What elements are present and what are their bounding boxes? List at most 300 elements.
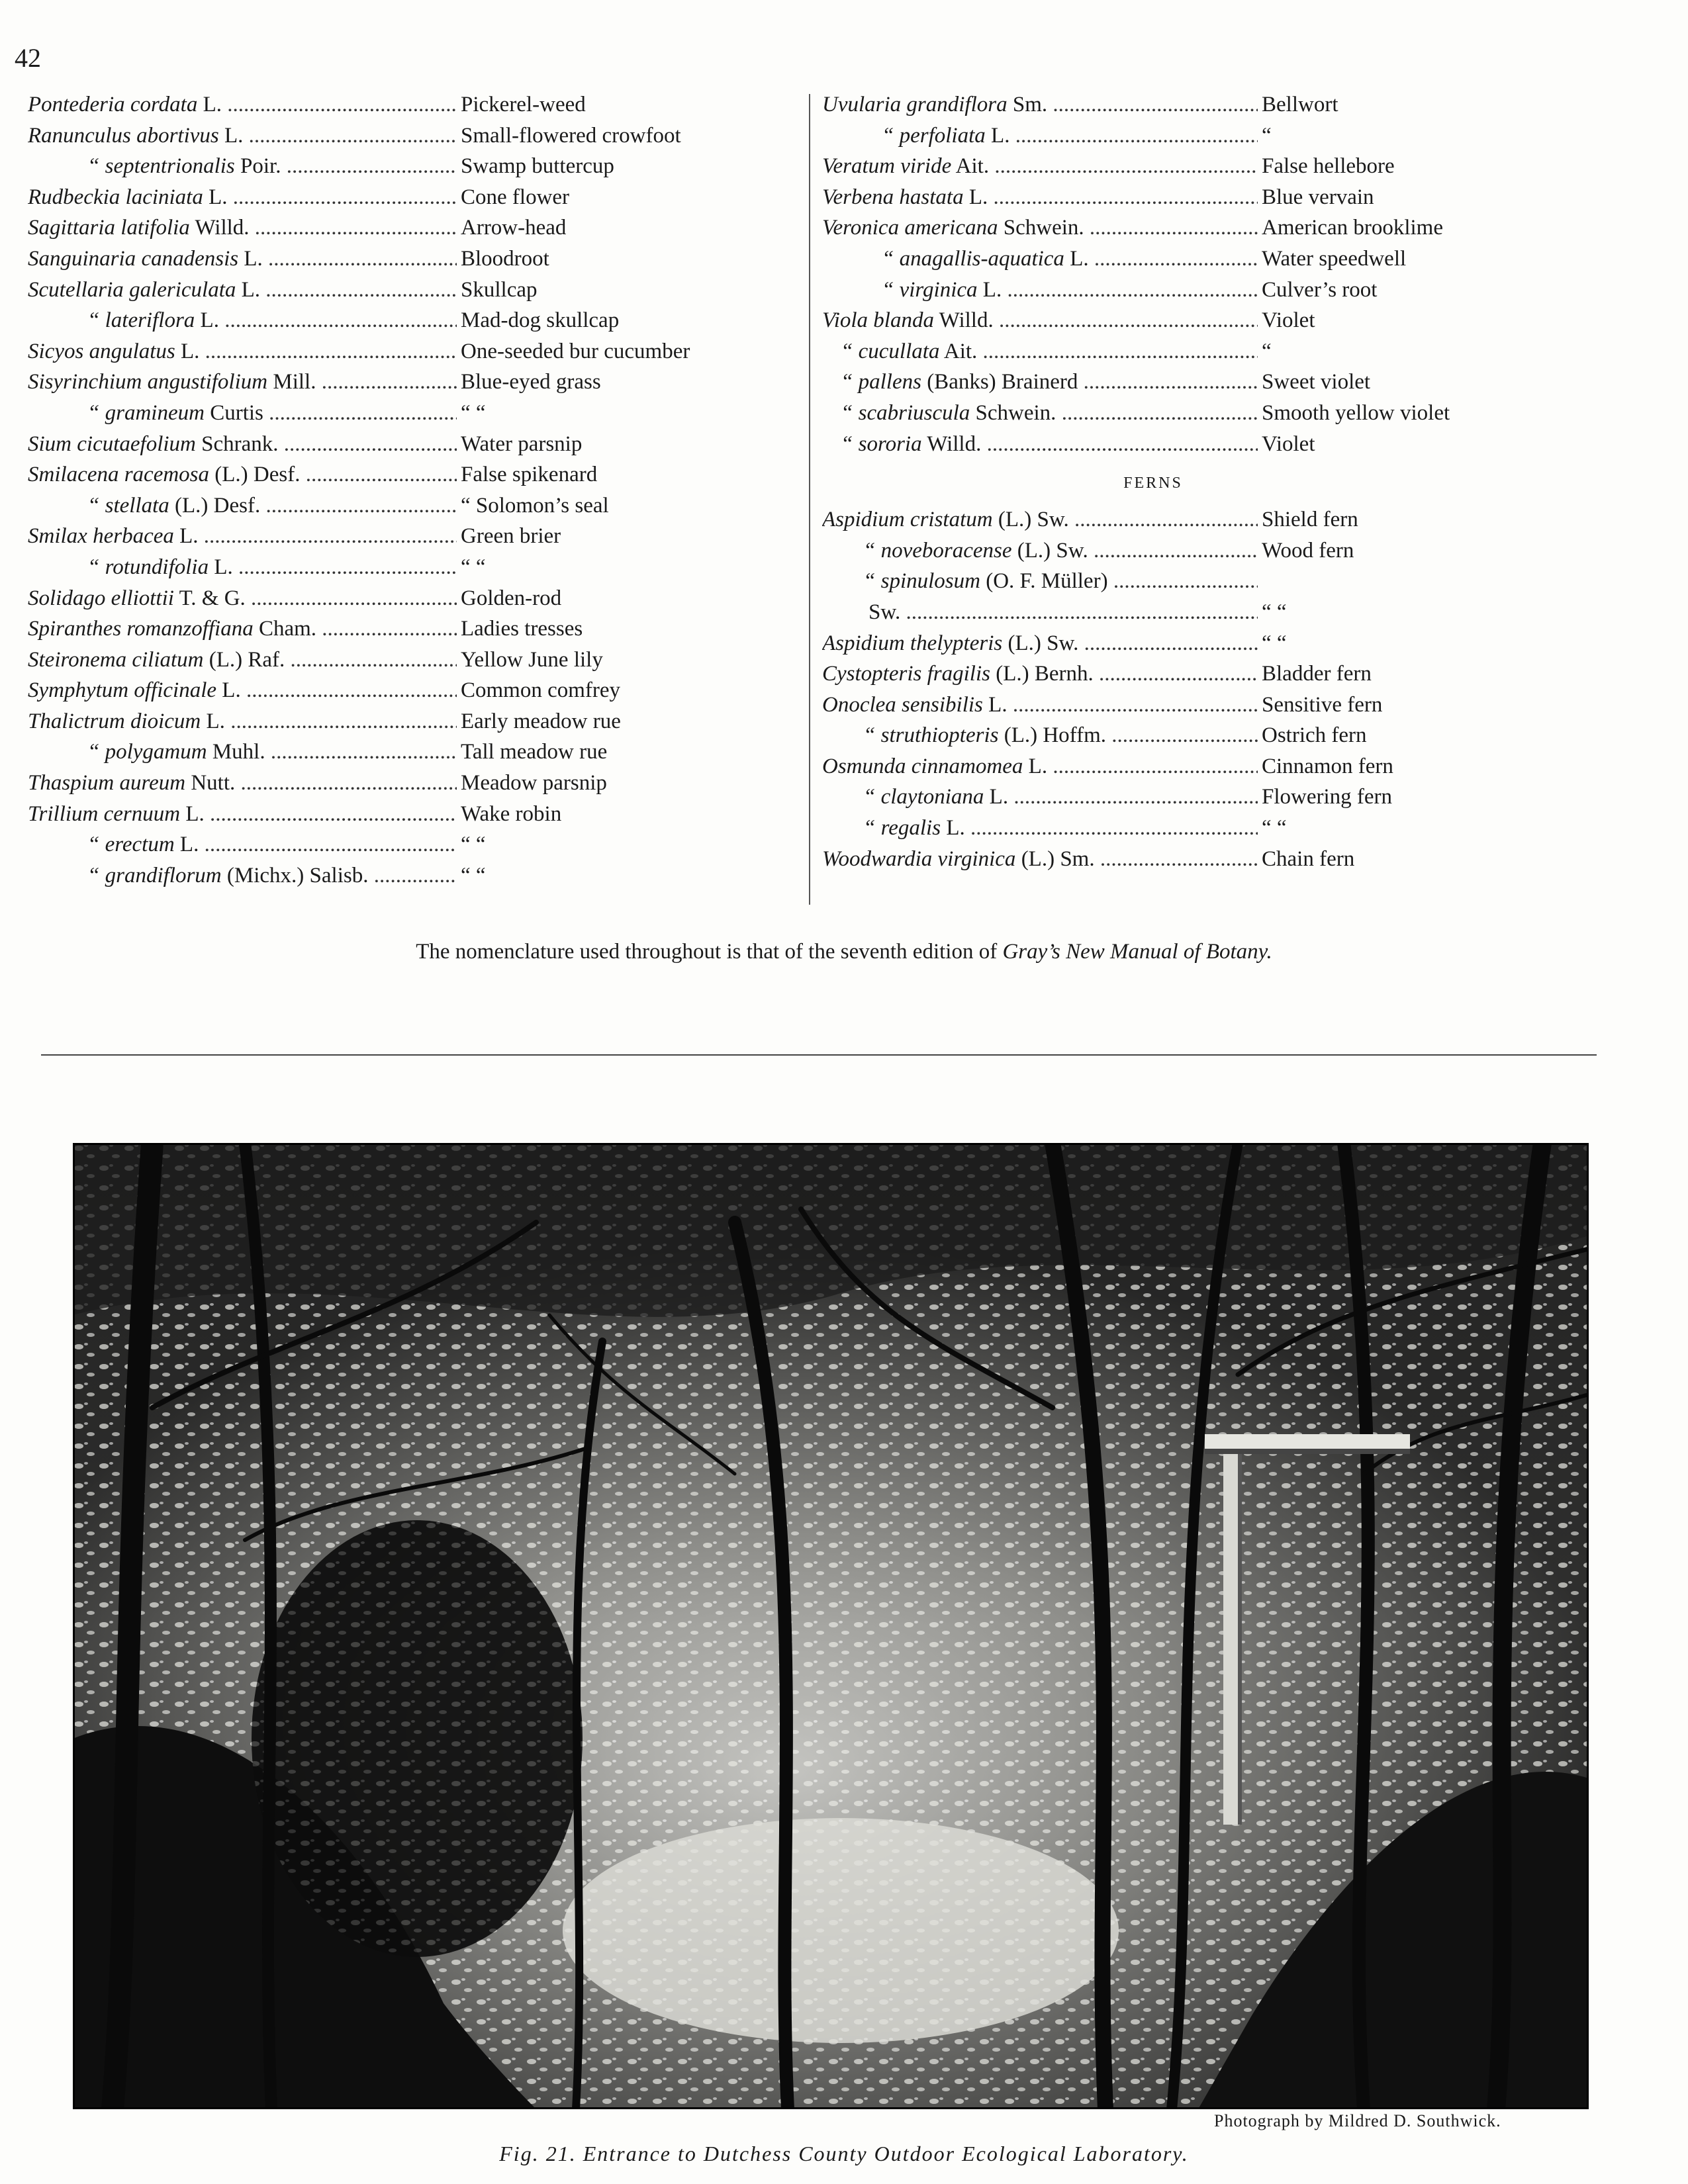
naming-authority: Willd. ..... [195, 216, 457, 240]
fern-entry [822, 754, 1484, 786]
naming-authority: Sm. ..... [1013, 93, 1258, 116]
common-name: “ “ [461, 863, 486, 887]
plant-list-left-column [28, 93, 782, 894]
genus: “ [863, 538, 876, 563]
scientific-name [822, 816, 1258, 841]
genus: “ [863, 569, 876, 594]
common-name: Violet [1262, 308, 1315, 333]
species-epithet: blanda [873, 308, 934, 333]
naming-authority: (Michx.) Salisb. ..... [227, 864, 457, 887]
naming-authority: Ait. ..... [956, 154, 1258, 178]
common-name: Violet [1262, 432, 1315, 456]
species-epithet: viride [900, 154, 952, 179]
genus: Steironema [28, 647, 127, 672]
common-name: “ “ [461, 833, 486, 857]
ferns-heading: FERNS [1123, 475, 1183, 492]
naming-authority: L. ..... [180, 833, 457, 856]
species-epithet: polygamum [105, 740, 207, 764]
scientific-name [28, 216, 457, 240]
naming-authority: (L.) Desf. ..... [214, 463, 457, 486]
scientific-name [822, 278, 1258, 302]
species-epithet: lateriflora [105, 308, 195, 333]
scientific-name [28, 802, 457, 827]
genus: Scutellaria [28, 277, 124, 302]
scientific-name [28, 154, 457, 179]
nomenclature-note [0, 940, 1688, 964]
genus: “ [863, 723, 876, 748]
genus: “ [841, 339, 853, 363]
section-rule [41, 1054, 1597, 1056]
species-epithet: regalis [880, 816, 941, 841]
naming-authority: L. ..... [1070, 247, 1258, 271]
species-epithet: cernuum [103, 801, 181, 826]
naming-authority: Schwein. ..... [976, 401, 1258, 425]
naming-authority: L. ..... [991, 124, 1258, 148]
scientific-name [28, 93, 457, 117]
common-name: “ [1262, 123, 1272, 148]
species-epithet: laciniata [125, 185, 203, 209]
scientific-name [822, 93, 1258, 117]
common-name: Wood fern [1262, 538, 1354, 563]
genus: Symphytum [28, 678, 129, 703]
fern-entry [822, 662, 1484, 693]
common-name: Cone flower [461, 185, 570, 209]
fern-entry [822, 508, 1484, 539]
genus: “ [841, 400, 853, 425]
plant-entry [28, 586, 782, 617]
species-epithet: romanzoffiana [126, 617, 254, 641]
fern-entry [822, 785, 1484, 816]
scientific-name [822, 693, 1258, 717]
species-epithet: ciliatum [132, 647, 204, 672]
common-name: Blue-eyed grass [461, 370, 601, 394]
genus: Aspidium [822, 508, 905, 532]
genus: “ [87, 555, 100, 579]
photo-credit: Photograph by Mildred D. Southwick. [1214, 2111, 1501, 2130]
plant-entry [28, 308, 782, 340]
scientific-name [822, 785, 1258, 809]
common-name: One-seeded bur cucumber [461, 339, 690, 363]
plant-entry [28, 463, 782, 494]
flowering-plants-continued [822, 93, 1484, 463]
plant-entry [822, 185, 1484, 216]
genus: “ [87, 308, 100, 333]
naming-authority: Cham. ..... [259, 617, 457, 641]
genus: Trillium [28, 801, 99, 826]
naming-authority: L. ..... [946, 816, 1258, 840]
naming-authority: T. & G. ..... [179, 586, 457, 610]
plant-entry [28, 278, 782, 309]
species-epithet: elliottii [111, 586, 174, 610]
naming-authority: (L.) Desf. ..... [175, 494, 457, 518]
common-name: “ “ [1262, 600, 1287, 624]
naming-authority: L. ..... [214, 555, 457, 579]
naming-authority: (L.) Sw. ..... [1008, 631, 1258, 655]
genus: Ranunculus [28, 123, 131, 148]
scientific-name [822, 401, 1258, 426]
common-name: “ “ [1262, 816, 1287, 841]
naming-authority: L. ..... [969, 185, 1258, 209]
species-epithet: thelypteris [910, 631, 1003, 655]
naming-authority: L. ..... [224, 124, 457, 148]
genus: Thalictrum [28, 709, 125, 733]
genus: “ [882, 246, 894, 271]
common-name: Bladder fern [1262, 662, 1372, 686]
species-epithet: fragilis [927, 662, 990, 686]
common-name: Culver’s root [1262, 277, 1378, 302]
common-name: Small-flowered crowfoot [461, 123, 681, 148]
scientific-name [822, 847, 1258, 872]
plant-entry [28, 864, 782, 895]
genus: Sicyos [28, 339, 84, 363]
scientific-name [28, 524, 457, 549]
naming-authority: Sw. ..... [868, 600, 1258, 624]
species-epithet: grandiflorum [105, 863, 222, 887]
common-name: “ Solomon’s seal [461, 493, 609, 518]
scientific-name [822, 569, 1258, 594]
common-name: Ladies tresses [461, 617, 583, 641]
scientific-name [28, 771, 457, 796]
naming-authority: Poir. ..... [240, 154, 457, 178]
plant-entry [28, 524, 782, 555]
genus: Smilax [28, 524, 87, 549]
common-name: Cinnamon fern [1262, 754, 1393, 778]
plant-entry [28, 678, 782, 709]
species-epithet: galericulata [129, 277, 236, 302]
common-name: Shield fern [1262, 508, 1358, 532]
fern-entry [822, 631, 1484, 662]
scientific-name [822, 600, 1258, 625]
scientific-name [822, 539, 1258, 563]
species-epithet: grandiflora [906, 93, 1008, 116]
plant-entry [28, 771, 782, 802]
plant-entry [822, 154, 1484, 185]
plant-entry [28, 802, 782, 833]
common-name: Flowering fern [1262, 785, 1393, 809]
scientific-name [28, 463, 457, 487]
fern-entry [822, 723, 1484, 754]
species-epithet: angulatus [89, 339, 175, 363]
species-epithet: cicutaefolium [77, 432, 196, 456]
species-epithet: latifolia [120, 216, 190, 240]
plant-entry [28, 401, 782, 432]
species-epithet: canadensis [141, 246, 239, 271]
species-epithet: dioicum [130, 709, 201, 733]
species-epithet: scabriuscula [858, 400, 970, 425]
scientific-name [822, 247, 1258, 271]
ferns-list [822, 508, 1484, 878]
scientific-name [28, 586, 457, 611]
nomenclature-note-text: The nomenclature used throughout is that of the seventh edition of [416, 940, 998, 964]
naming-authority: Schwein. ..... [1004, 216, 1258, 240]
scientific-name [28, 740, 457, 764]
genus: “ [863, 785, 876, 809]
scientific-name [822, 308, 1258, 333]
naming-authority: L. ..... [207, 709, 457, 733]
plant-entry [28, 833, 782, 864]
plant-entry [28, 247, 782, 278]
common-name: Blue vervain [1262, 185, 1374, 209]
species-epithet: struthiopteris [880, 723, 999, 748]
naming-authority: Curtis ..... [210, 401, 457, 425]
common-name: “ “ [1262, 631, 1287, 655]
page-number: 42 [15, 43, 41, 73]
genus: “ [87, 833, 100, 857]
plant-entry [822, 432, 1484, 463]
woodland-entrance-photograph [73, 1143, 1589, 2109]
naming-authority: L. ..... [242, 278, 457, 302]
scientific-name [822, 723, 1258, 748]
plant-entry [28, 709, 782, 741]
species-epithet: pallens [858, 370, 921, 394]
nomenclature-work-title: Gray’s New Manual of Botany. [1002, 940, 1272, 964]
plant-entry [28, 185, 782, 216]
species-epithet: officinale [134, 678, 217, 703]
plant-entry [28, 740, 782, 771]
species-epithet: gramineum [105, 400, 205, 425]
common-name: Sensitive fern [1262, 692, 1383, 717]
scientific-name [28, 247, 457, 271]
scientific-name [822, 631, 1258, 656]
plant-entry [28, 617, 782, 648]
genus: Rudbeckia [28, 185, 120, 209]
species-epithet: racemosa [124, 463, 210, 487]
common-name: Wake robin [461, 801, 562, 826]
genus: Spiranthes [28, 617, 122, 641]
species-epithet: anagallis-aquatica [899, 246, 1064, 271]
species-epithet: angustifolium [147, 370, 268, 394]
fern-entry [822, 693, 1484, 724]
naming-authority: Ait. ..... [944, 340, 1258, 363]
scientific-name [28, 185, 457, 210]
naming-authority: L. ..... [983, 278, 1258, 302]
fern-entry [822, 816, 1484, 847]
naming-authority: L. ..... [209, 185, 457, 209]
plant-entry [822, 247, 1484, 278]
plant-entry [28, 154, 782, 185]
naming-authority: Mill. ..... [273, 370, 457, 394]
species-epithet: stellata [105, 493, 169, 518]
genus: Pontederia [28, 93, 125, 116]
naming-authority: L. ..... [185, 802, 457, 826]
scientific-name [28, 370, 457, 394]
genus: Veratum [822, 154, 895, 179]
common-name: Smooth yellow violet [1262, 400, 1450, 425]
fern-entry [822, 539, 1484, 570]
naming-authority: L. ..... [990, 785, 1258, 809]
genus: Viola [822, 308, 868, 333]
plant-entry [822, 216, 1484, 247]
naming-authority: (L.) Raf. ..... [209, 648, 457, 672]
scientific-name [28, 864, 457, 888]
genus: “ [863, 816, 876, 841]
naming-authority: (O. F. Müller) ..... [986, 569, 1258, 593]
plant-entry [822, 308, 1484, 340]
plant-entry [28, 432, 782, 463]
common-name: Water parsnip [461, 432, 583, 456]
species-epithet: perfoliata [899, 123, 986, 148]
naming-authority: L. ..... [179, 524, 457, 548]
common-name: Mad-dog skullcap [461, 308, 620, 333]
scientific-name [822, 124, 1258, 148]
naming-authority: Nutt. ..... [191, 771, 457, 795]
naming-authority: Willd. ..... [927, 432, 1258, 456]
scientific-name [822, 340, 1258, 364]
common-name: Skullcap [461, 277, 538, 302]
genus: Thaspium [28, 771, 115, 796]
common-name: Golden-rod [461, 586, 562, 610]
species-epithet: virginica [937, 846, 1016, 871]
species-epithet: noveboracense [880, 538, 1012, 563]
species-epithet: erectum [105, 833, 175, 857]
genus: Sagittaria [28, 216, 116, 240]
plant-entry [28, 370, 782, 401]
species-epithet: septentrionalis [105, 154, 235, 179]
naming-authority: (L.) Sw. ..... [998, 508, 1258, 531]
genus: Sisyrinchium [28, 370, 142, 394]
scientific-name [28, 555, 457, 580]
species-epithet: cristatum [910, 508, 993, 532]
naming-authority: (L.) Hoffm. ..... [1004, 723, 1258, 747]
plant-list-right-column [822, 93, 1484, 878]
scientific-name [822, 754, 1258, 779]
naming-authority: L. ..... [203, 93, 457, 116]
plant-entry [28, 340, 782, 371]
species-epithet: cucullata [858, 339, 940, 363]
genus: Cystopteris [822, 662, 922, 686]
genus: Veronica [822, 216, 900, 240]
scientific-name [28, 494, 457, 518]
common-name: False hellebore [1262, 154, 1395, 179]
genus: Aspidium [822, 631, 905, 655]
genus: “ [87, 863, 100, 887]
fern-entry [822, 569, 1484, 600]
fern-entry [822, 847, 1484, 878]
scientific-name [822, 154, 1258, 179]
common-name: Common comfrey [461, 678, 621, 703]
genus: Solidago [28, 586, 106, 610]
common-name: Arrow-head [461, 216, 567, 240]
species-epithet: aureum [119, 771, 186, 796]
figure-caption: Fig. 21. Entrance to Dutchess County Outdoor Ecological Laboratory. [499, 2142, 1189, 2165]
species-epithet: rotundifolia [105, 555, 209, 579]
genus: “ [87, 493, 100, 518]
common-name: Chain fern [1262, 846, 1355, 871]
common-name: “ “ [461, 555, 486, 579]
genus: Osmunda [822, 754, 906, 778]
genus: “ [882, 277, 894, 302]
naming-authority: L. ..... [181, 340, 457, 363]
common-name: Tall meadow rue [461, 740, 608, 764]
genus: Woodwardia [822, 846, 933, 871]
common-name: Meadow parsnip [461, 771, 607, 796]
common-name: “ [1262, 339, 1272, 363]
genus: “ [87, 154, 100, 179]
plant-entry [822, 93, 1484, 124]
fern-entry [822, 600, 1484, 631]
scientific-name [28, 648, 457, 672]
genus: Uvularia [822, 93, 902, 116]
plant-entry [28, 494, 782, 525]
genus: Sium [28, 432, 71, 456]
common-name: Bloodroot [461, 246, 549, 271]
common-name: Ostrich fern [1262, 723, 1367, 748]
scientific-name [822, 216, 1258, 240]
naming-authority: Schrank. ..... [201, 432, 457, 456]
common-name: Sweet violet [1262, 370, 1371, 394]
common-name: Pickerel-weed [461, 93, 586, 116]
common-name: Swamp buttercup [461, 154, 614, 179]
common-name: False spikenard [461, 463, 598, 487]
naming-authority: (L.) Sm. ..... [1021, 847, 1258, 871]
plant-entry [822, 370, 1484, 401]
genus: “ [882, 123, 894, 148]
plant-entry [822, 401, 1484, 432]
scientific-name [28, 278, 457, 302]
plant-entry [28, 648, 782, 679]
genus: “ [87, 740, 100, 764]
scientific-name [822, 508, 1258, 532]
plant-entry [822, 278, 1484, 309]
naming-authority: (L.) Bernh. ..... [996, 662, 1258, 686]
naming-authority: L. ..... [222, 678, 457, 702]
plant-entry [28, 93, 782, 124]
species-epithet: abortivus [136, 123, 219, 148]
species-epithet: sororia [858, 432, 922, 456]
scientific-name [28, 401, 457, 426]
scientific-name [28, 124, 457, 148]
species-epithet: sensibilis [902, 692, 983, 717]
naming-authority: Willd. ..... [939, 308, 1258, 332]
scientific-name [822, 662, 1258, 686]
common-name: Water speedwell [1262, 246, 1407, 271]
plant-entry [28, 216, 782, 247]
column-divider [809, 94, 810, 905]
genus: “ [87, 400, 100, 425]
species-epithet: cinnamomea [911, 754, 1023, 778]
genus: “ [841, 370, 853, 394]
species-epithet: claytoniana [880, 785, 984, 809]
scientific-name [822, 432, 1258, 457]
common-name: Yellow June lily [461, 647, 603, 672]
common-name: Green brier [461, 524, 561, 549]
naming-authority: L. ..... [244, 247, 457, 271]
naming-authority: (Banks) Brainerd ..... [927, 370, 1258, 394]
scientific-name [28, 308, 457, 333]
genus: “ [841, 432, 853, 456]
scientific-name [28, 432, 457, 457]
plant-entry [28, 124, 782, 155]
naming-authority: L. ..... [1029, 754, 1258, 778]
naming-authority: L. ..... [988, 693, 1258, 717]
plant-entry [28, 555, 782, 586]
genus: Smilacena [28, 463, 119, 487]
naming-authority: Muhl. ..... [212, 740, 457, 764]
species-epithet: cordata [130, 93, 198, 116]
plant-entry [822, 340, 1484, 371]
scientific-name [822, 185, 1258, 210]
species-epithet: americana [904, 216, 998, 240]
scientific-name [28, 617, 457, 641]
scientific-name [28, 833, 457, 857]
genus: Onoclea [822, 692, 896, 717]
naming-authority: L. ..... [201, 308, 457, 332]
common-name: “ “ [461, 400, 486, 425]
genus: Verbena [822, 185, 894, 209]
common-name: Bellwort [1262, 93, 1338, 116]
scientific-name [28, 709, 457, 734]
species-epithet: spinulosum [880, 569, 980, 594]
